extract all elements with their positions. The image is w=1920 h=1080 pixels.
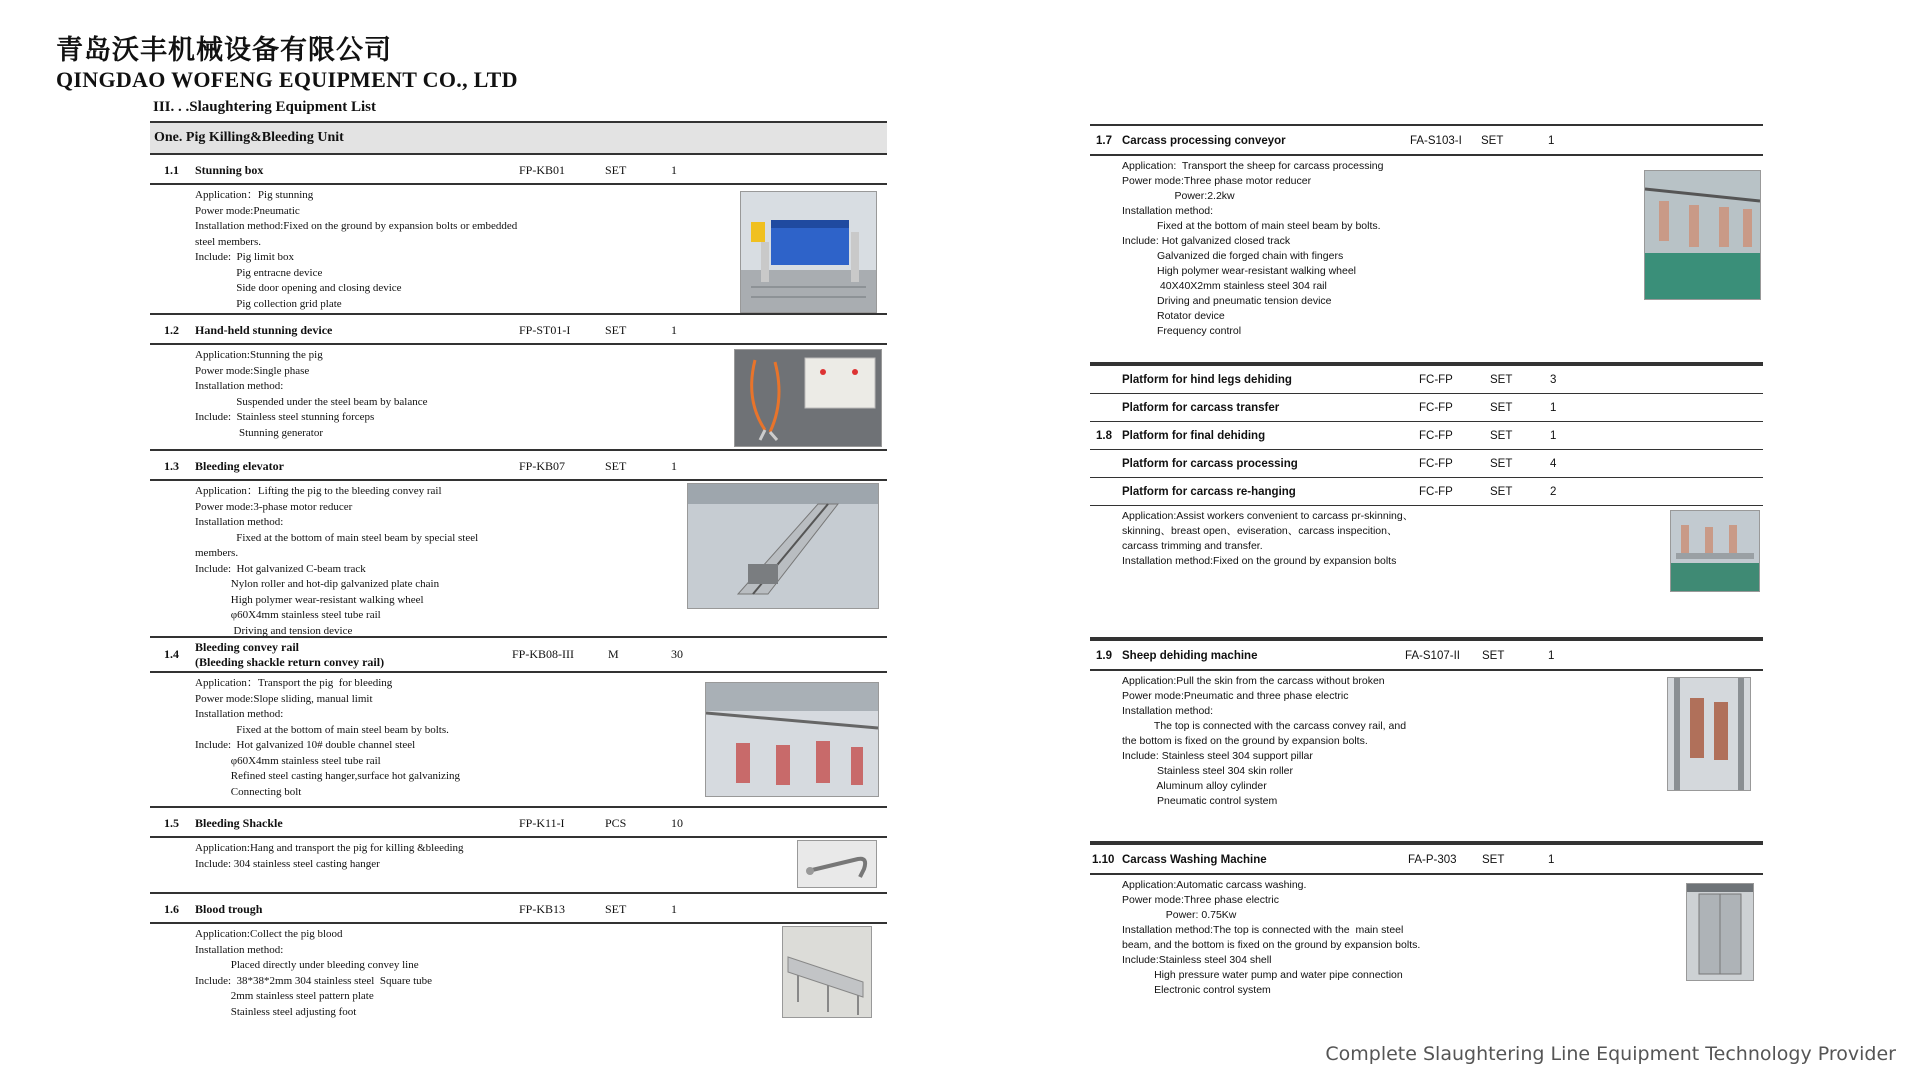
platform-code: FC-FP bbox=[1419, 402, 1453, 414]
item-header bbox=[150, 155, 887, 185]
footer-tagline: Complete Slaughtering Line Equipment Technology Provider bbox=[1325, 1043, 1896, 1065]
platform-unit: SET bbox=[1490, 430, 1513, 442]
item-name: Carcass processing conveyor bbox=[1122, 135, 1286, 147]
item-code: FP-KB08-III bbox=[512, 647, 574, 661]
item-name: Hand-held stunning device bbox=[195, 323, 333, 337]
platform-row bbox=[1090, 450, 1763, 478]
company-name-cn: 青岛沃丰机械设备有限公司 bbox=[56, 35, 392, 66]
carcass-conveyor-photo bbox=[1644, 170, 1761, 300]
left-equipment-table bbox=[150, 121, 887, 1024]
item-body bbox=[150, 345, 887, 449]
section-heading: III. . .Slaughtering Equipment List bbox=[153, 99, 376, 115]
equipment-item-1-10 bbox=[1090, 843, 1763, 1005]
bleeding-elevator-photo bbox=[687, 483, 879, 609]
item-number: 1.2 bbox=[164, 323, 179, 337]
item-name: Bleeding convey rail bbox=[195, 640, 299, 654]
item-body bbox=[150, 673, 887, 806]
item-header bbox=[150, 808, 887, 838]
item-code: FA-S107-II bbox=[1405, 650, 1460, 662]
item-name: Bleeding Shackle bbox=[195, 816, 283, 830]
item-qty: 1 bbox=[671, 163, 677, 177]
item-number: 1.4 bbox=[164, 647, 179, 661]
item-body bbox=[1090, 875, 1763, 1005]
platform-unit: SET bbox=[1490, 374, 1513, 386]
item-description: Application:Stunning the pig Power mode:Single phase Installation method: Suspended under the steel beam by balance Include: Stainless steel stunning forceps Stunning generator bbox=[195, 349, 428, 439]
item-name: Bleeding elevator bbox=[195, 459, 284, 473]
item-number: 1.9 bbox=[1096, 650, 1112, 662]
item-number: 1.8 bbox=[1096, 430, 1112, 442]
item-header bbox=[150, 638, 887, 673]
platform-code: FC-FP bbox=[1419, 486, 1453, 498]
item-qty: 1 bbox=[671, 323, 677, 337]
platform-name: Platform for final dehiding bbox=[1122, 430, 1266, 442]
item-unit: M bbox=[608, 647, 619, 661]
item-unit: SET bbox=[605, 902, 627, 916]
item-description: Application: Transport the sheep for carcass processing Power mode:Three phase motor reducer Power:2.2kw Installation method: Fixed at the bottom of main steel beam by bolts. Include: Hot galvanized closed track Galvanized die forged chain with fingers High polymer wear-resistant walking wheel 40X40X2mm stainless steel 304 rail Driving and pneumatic tension device Rotator device Frequency control bbox=[1122, 160, 1384, 337]
platform-qty: 1 bbox=[1550, 430, 1557, 442]
equipment-item-1-8 bbox=[1090, 364, 1763, 639]
stunning-box-photo bbox=[740, 191, 877, 313]
platforms-photo bbox=[1670, 510, 1760, 592]
bleeding-shackle-photo bbox=[797, 840, 877, 888]
platform-name: Platform for carcass processing bbox=[1122, 458, 1298, 470]
equipment-item-1-7 bbox=[1090, 124, 1763, 364]
item-body bbox=[150, 481, 887, 636]
item-name: Stunning box bbox=[195, 163, 264, 177]
item-number: 1.3 bbox=[164, 459, 179, 473]
bleeding-rail-photo bbox=[705, 682, 879, 797]
item-qty: 1 bbox=[1548, 135, 1555, 147]
item-description: Application:Hang and transport the pig for killing &bleeding Include: 304 stainless steel casting hanger bbox=[195, 842, 464, 870]
platform-unit: SET bbox=[1490, 402, 1513, 414]
item-description: Application：Transport the pig for bleeding Power mode:Slope sliding, manual limit Installation method: Fixed at the bottom of main steel beam by bolts. Include: Hot galvanized 10# double channel steel φ60X4mm stainless steel tube rail Refined steel casting hanger,surface hot galvanizing Connecting bolt bbox=[195, 677, 460, 798]
item-number: 1.10 bbox=[1092, 854, 1115, 866]
equipment-item-1-9 bbox=[1090, 639, 1763, 843]
item-body bbox=[150, 924, 887, 1024]
platform-qty: 3 bbox=[1550, 374, 1557, 386]
item-header bbox=[150, 315, 887, 345]
dehiding-machine-photo bbox=[1667, 677, 1751, 791]
platform-qty: 2 bbox=[1550, 486, 1557, 498]
item-code: FP-ST01-I bbox=[519, 323, 571, 337]
platform-row bbox=[1090, 478, 1763, 506]
item-description: Application：Lifting the pig to the bleeding convey rail Power mode:3-phase motor reducer Installation method: Fixed at the bottom of main steel beam by special steel members. Include: Hot galvanized C-beam track Nylon roller and hot-dip galvanized plate chain High polymer wear-resistant walking wheel φ60X4mm stainless steel tube rail Driving and tension device bbox=[195, 485, 479, 637]
platform-code: FC-FP bbox=[1419, 374, 1453, 386]
platform-name: Platform for carcass transfer bbox=[1122, 402, 1280, 414]
item-name-secondary: (Bleeding shackle return convey rail) bbox=[195, 655, 385, 669]
right-equipment-table bbox=[1090, 124, 1763, 1005]
unit-title: One. Pig Killing&Bleeding Unit bbox=[150, 121, 887, 155]
item-code: FA-P-303 bbox=[1408, 854, 1457, 866]
item-code: FP-KB07 bbox=[519, 459, 566, 473]
platform-name: Platform for carcass re-hanging bbox=[1122, 486, 1296, 498]
platform-row bbox=[1090, 422, 1763, 450]
item-body bbox=[150, 838, 887, 892]
item-header bbox=[1090, 126, 1763, 156]
item-description: Application:Collect the pig blood Installation method: Placed directly under bleeding convey line Include: 38*38*2mm 304 stainless steel Square tube 2mm stainless steel pattern plate Stainless steel adjusting foot bbox=[195, 928, 433, 1018]
platform-code: FC-FP bbox=[1419, 458, 1453, 470]
item-header bbox=[150, 894, 887, 924]
item-qty: 1 bbox=[671, 459, 677, 473]
item-number: 1.5 bbox=[164, 816, 179, 830]
platform-row bbox=[1090, 394, 1763, 422]
item-qty: 10 bbox=[671, 816, 683, 830]
platform-name: Platform for hind legs dehiding bbox=[1122, 374, 1292, 386]
item-number: 1.6 bbox=[164, 902, 179, 916]
item-number: 1.7 bbox=[1096, 135, 1112, 147]
equipment-item-1-2 bbox=[150, 315, 887, 451]
item-unit: SET bbox=[605, 459, 627, 473]
item-unit: PCS bbox=[605, 816, 627, 830]
equipment-item-1-3 bbox=[150, 451, 887, 638]
item-name: Blood trough bbox=[195, 902, 263, 916]
item-description: Application:Pull the skin from the carcass without broken Power mode:Pneumatic and three phase electric Installation method: The top is connected with the carcass convey rail, and the bottom is fixed on the ground by expansion bolts. Include: Stainless steel 304 support pillar Stainless steel 304 skin roller Aluminum alloy cylinder Pneumatic control system bbox=[1122, 675, 1407, 807]
blood-trough-photo bbox=[782, 926, 872, 1018]
platform-unit: SET bbox=[1490, 486, 1513, 498]
item-qty: 1 bbox=[1548, 650, 1555, 662]
item-description: Application：Pig stunning Power mode:Pneumatic Installation method:Fixed on the ground by expansion bolts or embedded steel members. Include: Pig limit box Pig entracne device Side door opening and closing device Pig collection grid plate bbox=[195, 189, 518, 310]
item-description: Application:Assist workers convenient to carcass pr-skinning、 skinning、breast open、eviseration、carcass inspecition、 carcass trimming and transfer. Installation method:Fixed on the ground by expansion bolts bbox=[1122, 510, 1414, 567]
washing-machine-photo bbox=[1686, 883, 1754, 981]
platform-code: FC-FP bbox=[1419, 430, 1453, 442]
item-code: FP-KB01 bbox=[519, 163, 566, 177]
item-unit: SET bbox=[605, 163, 627, 177]
item-body bbox=[1090, 156, 1763, 362]
stunning-device-photo bbox=[734, 349, 882, 447]
platform-unit: SET bbox=[1490, 458, 1513, 470]
item-body bbox=[150, 185, 887, 313]
company-name-en: QINGDAO WOFENG EQUIPMENT CO., LTD bbox=[56, 67, 518, 92]
equipment-item-1-5 bbox=[150, 808, 887, 894]
item-body bbox=[1090, 506, 1763, 637]
item-unit: SET bbox=[1481, 135, 1504, 147]
platform-qty: 4 bbox=[1550, 458, 1557, 470]
item-name: Carcass Washing Machine bbox=[1122, 854, 1267, 866]
item-number: 1.1 bbox=[164, 163, 179, 177]
equipment-item-1-6 bbox=[150, 894, 887, 1024]
item-qty: 1 bbox=[1548, 854, 1555, 866]
item-header bbox=[150, 451, 887, 481]
item-code: FA-S103-I bbox=[1410, 135, 1462, 147]
equipment-item-1-4 bbox=[150, 638, 887, 808]
item-qty: 1 bbox=[671, 902, 677, 916]
item-qty: 30 bbox=[671, 647, 683, 661]
equipment-item-1-1 bbox=[150, 155, 887, 315]
item-code: FP-K11-I bbox=[519, 816, 565, 830]
item-unit: SET bbox=[1482, 854, 1505, 866]
platform-row bbox=[1090, 366, 1763, 394]
platform-qty: 1 bbox=[1550, 402, 1557, 414]
item-code: FP-KB13 bbox=[519, 902, 566, 916]
item-unit: SET bbox=[1482, 650, 1505, 662]
item-unit: SET bbox=[605, 323, 627, 337]
item-header bbox=[1090, 845, 1763, 875]
item-header bbox=[1090, 641, 1763, 671]
item-body bbox=[1090, 671, 1763, 841]
item-description: Application:Automatic carcass washing. Power mode:Three phase electric Power: 0.75Kw Installation method:The top is connected with the main steel beam, and the bottom is fixed on the ground by expansion bolts. Include:Stainless steel 304 shell High pressure water pump and water pipe connection Electronic control system bbox=[1122, 879, 1421, 996]
item-name: Sheep dehiding machine bbox=[1122, 650, 1258, 662]
